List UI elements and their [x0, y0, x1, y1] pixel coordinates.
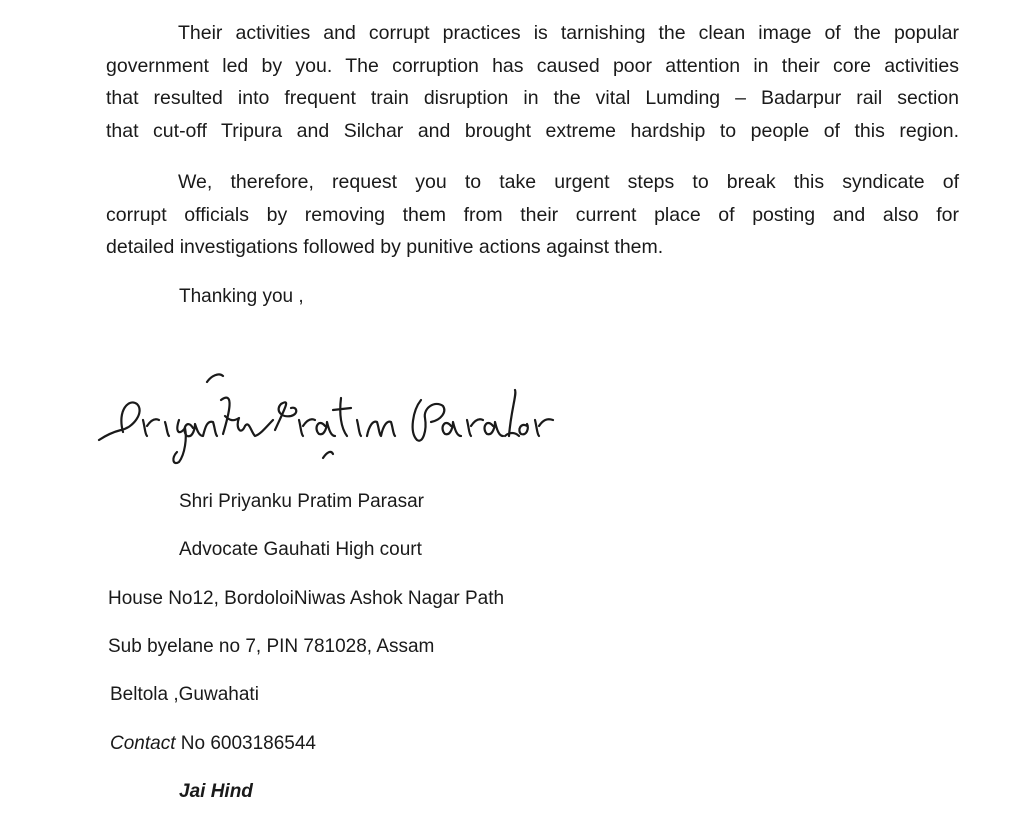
salutation: Jai Hind	[179, 781, 253, 802]
handwritten-signature	[95, 370, 565, 475]
paragraph-request	[106, 166, 959, 264]
address-line: House No12, BordoloiNiwas Ashok Nagar Path	[108, 588, 505, 609]
address-line: Beltola ,Guwahati	[110, 684, 259, 705]
contact-label: Contact	[110, 733, 176, 754]
sender-name: Shri Priyanku Pratim Parasar	[179, 491, 424, 512]
paragraph-line: that resulted into frequent train disruption in the vital Lumding – Badarpur rail section	[106, 87, 959, 109]
paragraph-line: detailed investigations followed by punitive actions against them.	[106, 236, 664, 258]
paragraph-line: We, therefore, request you to take urgent steps to break this syndicate of	[178, 171, 959, 193]
sender-title: Advocate Gauhati High court	[179, 539, 422, 560]
closing-line: Thanking you ,	[179, 286, 304, 307]
paragraph-line: corrupt officials by removing them from their current place of posting and also for	[106, 203, 959, 226]
address-line: Sub byelane no 7, PIN 781028, Assam	[108, 636, 435, 657]
paragraph-line: government led by you. The corruption has caused poor attention in their core activities	[106, 54, 959, 77]
paragraph-line: Their activities and corrupt practices is tarnishing the clean image of the popular	[178, 22, 959, 44]
paragraph-line: that cut-off Tripura and Silchar and brought extreme hardship to people of this region.	[106, 119, 959, 142]
contact-value: No 6003186544	[180, 733, 317, 754]
contact-line	[110, 732, 316, 756]
paragraph-activities	[106, 17, 959, 147]
